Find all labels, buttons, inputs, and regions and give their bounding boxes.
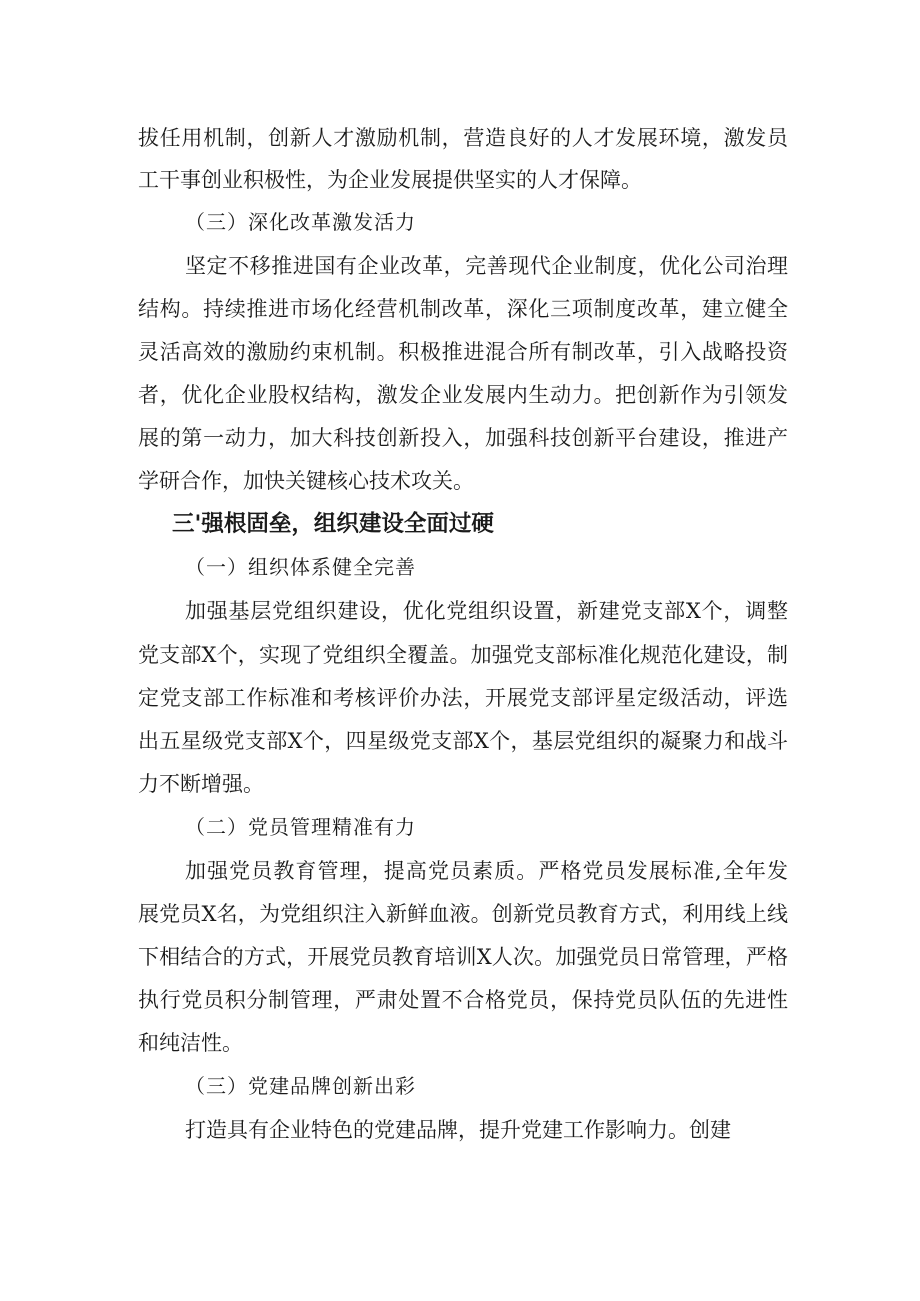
paragraph-line: 灵活高效的激励约束机制。积极推进混合所有制改革，引入战略投资	[138, 340, 788, 364]
paragraph-line: 展的第一动力，加大科技创新投入，加强科技创新平台建设，推进产	[138, 426, 788, 450]
paragraph-line: 拔任用机制，创新人才激励机制，营造良好的人才发展环境，激发员	[138, 126, 788, 150]
paragraph-line: 执行党员积分制管理，严肃处置不合格党员，保持党员队伍的先进性	[138, 988, 788, 1012]
paragraph-line: 学研合作，加快关键核心技术攻关。	[138, 469, 474, 493]
paragraph-line: 展党员X名，为党组织注入新鲜血液。创新党员教育方式，利用线上线	[138, 902, 788, 926]
paragraph-line: 力不断增强。	[138, 772, 264, 796]
paragraph-line: 结构。持续推进市场化经营机制改革，深化三项制度改革，建立健全	[138, 297, 788, 321]
paragraph-line: 加强基层党组织建设，优化党组织设置，新建党支部X个，调整	[185, 599, 788, 623]
paragraph-line: 加强党员教育管理，提高党员素质。严格党员发展标准,全年发	[185, 859, 788, 883]
paragraph-line: 工干事创业积极性，为企业发展提供坚实的人才保障。	[138, 168, 642, 192]
paragraph-line: 出五星级党支部X个，四星级党支部X个，基层党组织的凝聚力和战斗	[138, 729, 788, 753]
subsection-title: （一）组织体系健全完善	[185, 555, 416, 579]
paragraph-line: 者，优化企业股权结构，激发企业发展内生动力。把创新作为引领发	[138, 383, 788, 407]
paragraph-line: 坚定不移推进国有企业改革，完善现代企业制度，优化公司治理	[185, 254, 788, 278]
paragraph-line: 定党支部工作标准和考核评价办法，开展党支部评星定级活动，评选	[138, 686, 788, 710]
paragraph-line: 党支部X个，实现了党组织全覆盖。加强党支部标准化规范化建设，制	[138, 643, 788, 667]
paragraph-line: 打造具有企业特色的党建品牌，提升党建工作影响力。创建	[185, 1118, 731, 1142]
subsection-title: （二）党员管理精准有力	[185, 815, 416, 839]
subsection-title: （三）深化改革激发活力	[185, 210, 416, 234]
subsection-title: （三）党建品牌创新出彩	[185, 1074, 416, 1098]
paragraph-line: 和纯洁性。	[138, 1031, 243, 1055]
paragraph-line: 下相结合的方式，开展党员教育培训X人次。加强党员日常管理，严格	[138, 945, 788, 969]
section-heading: 三'强根固垒，组织建设全面过硬	[172, 511, 494, 537]
